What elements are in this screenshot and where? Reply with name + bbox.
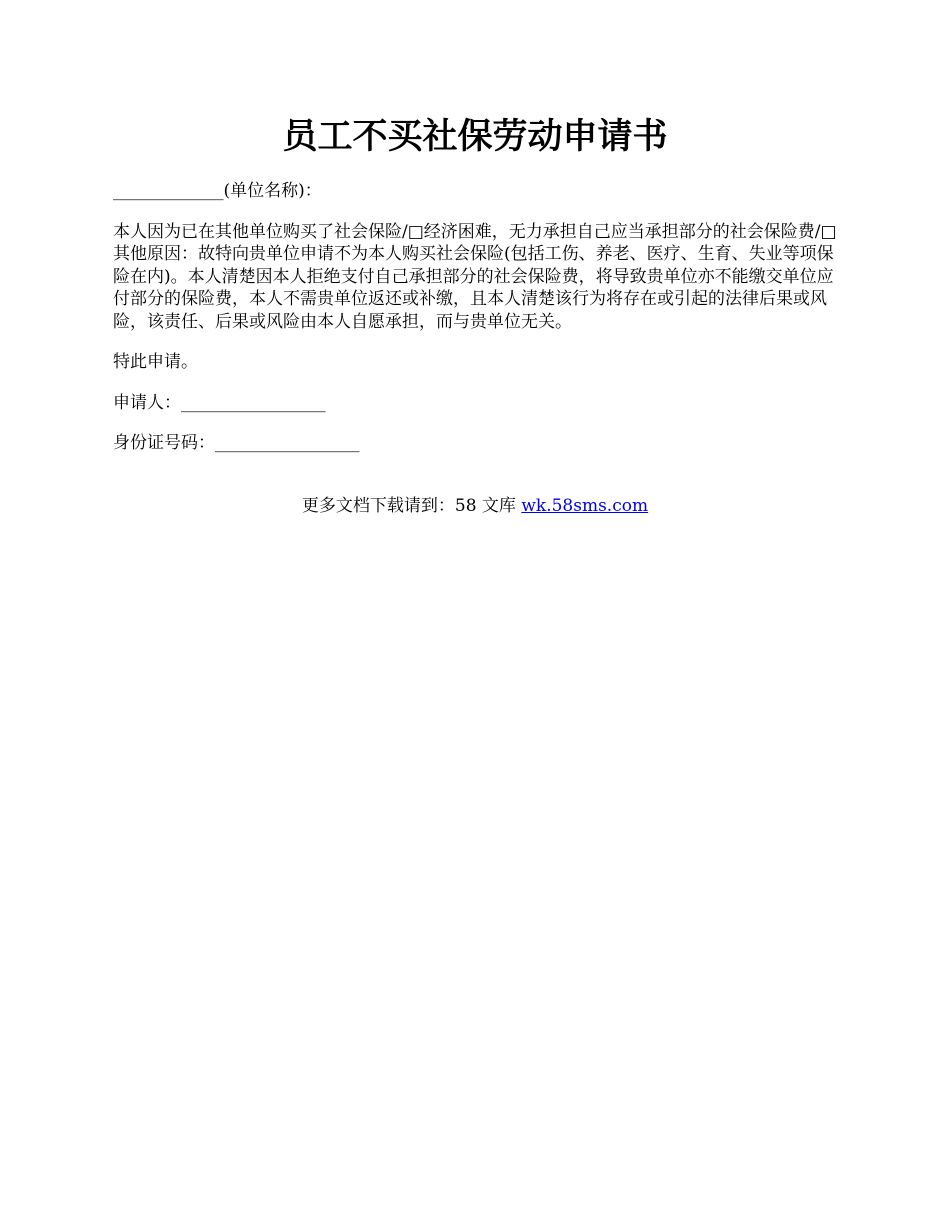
footer-link[interactable]: wk.58sms.com (521, 496, 649, 516)
id-number-blank[interactable]: _________________ (215, 433, 360, 453)
application-paragraph: 本人因为已在其他单位购买了社会保险/□经济困难，无力承担自己应当承担部分的社会保险费/□其他原因：故特向贵单位申请不为本人购买社会保险(包括工伤、养老、医疗、生育、失业等项保险在内)。本人清楚因本人拒绝支付自己承担部分的社会保险费，将导致贵单位亦不能缴交单位应付部分的保险费，本人不需贵单位返还或补缴，且本人清楚该行为将存在或引起的法律后果或风险，该责任、后果或风险由本人自愿承担，而与贵单位无关。 (113, 221, 837, 332)
id-number-label: 身份证号码： (113, 433, 215, 453)
applicant-blank[interactable]: _________________ (181, 392, 326, 413)
addressee-blank[interactable]: _____________ (113, 181, 224, 201)
footer-text: 更多文档下载请到：58 文库 (301, 496, 522, 516)
document-body (113, 180, 840, 473)
applicant-line (113, 392, 840, 415)
id-number-line (113, 432, 840, 455)
addressee-line (113, 180, 840, 203)
document-title: 员工不买社保劳动申请书 (282, 116, 668, 157)
addressee-label: (单位名称)： (223, 181, 322, 201)
closing-line: 特此申请。 (113, 352, 198, 372)
applicant-label: 申请人： (113, 392, 181, 413)
footer-download-note (0, 494, 950, 518)
